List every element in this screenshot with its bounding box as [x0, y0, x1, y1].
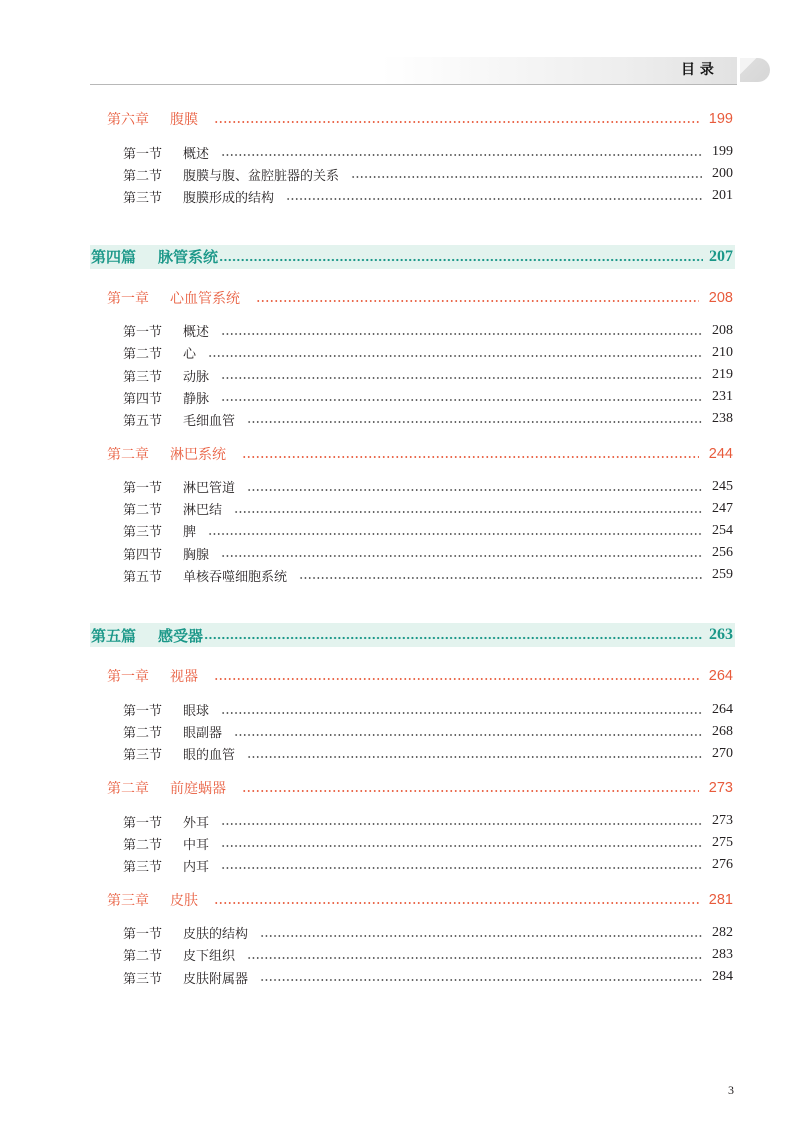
section-number: 第四节	[123, 391, 163, 407]
section-number: 第二节	[123, 347, 163, 363]
section-number: 第五节	[123, 413, 163, 429]
dot-leader	[221, 822, 702, 826]
section-row	[90, 141, 735, 163]
section-page: 219	[712, 367, 733, 383]
section-row	[90, 721, 735, 743]
dot-leader	[221, 376, 702, 380]
section-page: 264	[712, 701, 733, 717]
dot-leader	[214, 120, 699, 124]
section-page: 259	[712, 567, 733, 583]
chapter-page: 281	[708, 891, 733, 908]
section-title: 静脉	[183, 391, 210, 407]
section-number: 第一节	[123, 704, 163, 720]
dot-leader	[234, 510, 702, 514]
chapter-title: 皮肤	[170, 892, 198, 909]
section-page: 284	[712, 969, 733, 985]
dot-leader	[299, 576, 702, 580]
dot-leader	[221, 866, 702, 870]
part-title: 感受器	[158, 626, 204, 645]
section-row	[90, 743, 735, 765]
dot-leader	[221, 153, 702, 157]
section-page: 208	[712, 322, 733, 338]
section-row	[90, 542, 735, 564]
part-row	[90, 245, 735, 269]
section-row	[90, 944, 735, 966]
chapter-title: 淋巴系统	[170, 446, 226, 463]
chapter-number: 第二章	[107, 446, 149, 463]
section-title: 内耳	[183, 859, 210, 875]
part-page: 263	[709, 626, 733, 644]
dot-leader	[286, 197, 702, 201]
section-row	[90, 320, 735, 342]
section-number: 第三节	[123, 190, 163, 206]
section-title: 腹膜与腹、盆腔脏器的关系	[183, 168, 340, 184]
chapter-title: 心血管系统	[170, 290, 240, 307]
part-row	[90, 623, 735, 647]
section-number: 第三节	[123, 369, 163, 385]
section-title: 淋巴管道	[183, 481, 236, 497]
section-row	[90, 564, 735, 586]
dot-leader	[247, 488, 702, 492]
section-title: 皮肤附属器	[183, 971, 249, 987]
dot-leader	[260, 934, 702, 938]
section-number: 第一节	[123, 927, 163, 943]
dot-leader	[256, 299, 699, 303]
section-number: 第三节	[123, 525, 163, 541]
table-of-contents	[90, 96, 735, 988]
chapter-number: 第六章	[107, 112, 149, 128]
section-row	[90, 832, 735, 854]
section-number: 第二节	[123, 503, 163, 519]
section-page: 268	[712, 723, 733, 739]
section-title: 脾	[183, 525, 197, 541]
dot-leader	[214, 901, 699, 905]
section-title: 概述	[183, 325, 210, 341]
chapter-row	[90, 287, 735, 309]
chapter-title: 腹膜	[170, 112, 198, 128]
chapter-row	[90, 889, 735, 911]
section-page: 245	[712, 478, 733, 494]
dot-leader	[221, 554, 702, 558]
section-number: 第一节	[123, 146, 163, 162]
section-number: 第二节	[123, 837, 163, 853]
section-page: 283	[712, 946, 733, 962]
section-title: 眼球	[183, 704, 210, 720]
page-header-title: 目 录	[681, 62, 714, 78]
section-number: 第二节	[123, 949, 163, 965]
section-page: 254	[712, 522, 733, 538]
chapter-page: 264	[708, 668, 733, 685]
dot-leader	[204, 636, 703, 640]
section-row	[90, 854, 735, 876]
section-title: 中耳	[183, 837, 210, 853]
section-row	[90, 386, 735, 408]
dot-leader	[221, 844, 702, 848]
section-title: 动脉	[183, 369, 210, 385]
section-number: 第一节	[123, 481, 163, 497]
section-page: 210	[712, 344, 733, 360]
section-number: 第三节	[123, 748, 163, 764]
section-title: 淋巴结	[183, 503, 223, 519]
section-title: 概述	[183, 146, 210, 162]
dot-leader	[221, 398, 702, 402]
section-page: 231	[712, 389, 733, 405]
dot-leader	[214, 677, 699, 681]
section-number: 第三节	[123, 859, 163, 875]
chapter-page: 273	[708, 780, 733, 796]
section-row	[90, 364, 735, 386]
dot-leader	[208, 354, 702, 358]
part-page: 207	[709, 247, 733, 265]
section-row	[90, 966, 735, 988]
chapter-row	[90, 777, 735, 799]
chapter-number: 第一章	[107, 669, 149, 686]
chapter-row	[90, 443, 735, 465]
dot-leader	[221, 332, 702, 336]
part-title: 脉管系统	[158, 248, 219, 267]
section-number: 第一节	[123, 325, 163, 341]
section-row	[90, 408, 735, 430]
chapter-row	[90, 665, 735, 687]
section-page: 199	[712, 144, 733, 160]
section-page: 276	[712, 857, 733, 873]
dot-leader	[219, 258, 703, 262]
section-number: 第四节	[123, 547, 163, 563]
section-row	[90, 520, 735, 542]
section-number: 第三节	[123, 971, 163, 987]
section-row	[90, 498, 735, 520]
section-title: 胸腺	[183, 547, 210, 563]
section-title: 腹膜形成的结构	[183, 190, 275, 206]
section-number: 第五节	[123, 569, 163, 585]
chapter-page: 199	[708, 111, 733, 127]
section-row	[90, 698, 735, 720]
section-title: 毛细血管	[183, 413, 236, 429]
dot-leader	[242, 789, 699, 793]
section-title: 皮肤的结构	[183, 927, 249, 943]
chapter-title: 视器	[170, 669, 198, 686]
section-title: 皮下组织	[183, 949, 236, 965]
chapter-title: 前庭蜗器	[170, 781, 226, 797]
header-tab	[740, 58, 770, 82]
dot-leader	[260, 978, 702, 982]
dot-leader	[208, 532, 702, 536]
dot-leader	[242, 455, 699, 459]
section-number: 第二节	[123, 726, 163, 742]
header-bar	[90, 57, 737, 85]
section-title: 眼的血管	[183, 748, 236, 764]
section-title: 眼副器	[183, 726, 223, 742]
chapter-row	[90, 108, 735, 130]
section-row	[90, 810, 735, 832]
section-row	[90, 476, 735, 498]
chapter-page: 208	[708, 289, 733, 306]
dot-leader	[351, 175, 702, 179]
section-page: 282	[712, 924, 733, 940]
section-row	[90, 163, 735, 185]
section-title: 单核吞噬细胞系统	[183, 569, 288, 585]
section-row	[90, 922, 735, 944]
section-page: 275	[712, 835, 733, 851]
chapter-number: 第一章	[107, 290, 149, 307]
dot-leader	[234, 733, 702, 737]
section-page: 238	[712, 411, 733, 427]
section-page: 273	[712, 813, 733, 829]
dot-leader	[247, 755, 702, 759]
dot-leader	[247, 956, 702, 960]
section-number: 第二节	[123, 168, 163, 184]
section-page: 200	[712, 166, 733, 182]
chapter-page: 244	[708, 445, 733, 462]
section-page: 270	[712, 745, 733, 761]
section-page: 201	[712, 188, 733, 204]
part-number: 第四篇	[91, 248, 137, 267]
section-row	[90, 342, 735, 364]
section-number: 第一节	[123, 815, 163, 831]
part-number: 第五篇	[91, 626, 137, 645]
section-page: 247	[712, 500, 733, 516]
page-number: 3	[728, 1083, 734, 1097]
chapter-number: 第二章	[107, 781, 149, 797]
section-title: 心	[183, 347, 197, 363]
section-page: 256	[712, 545, 733, 561]
dot-leader	[247, 420, 702, 424]
section-row	[90, 185, 735, 207]
dot-leader	[221, 711, 702, 715]
chapter-number: 第三章	[107, 892, 149, 909]
section-title: 外耳	[183, 815, 210, 831]
